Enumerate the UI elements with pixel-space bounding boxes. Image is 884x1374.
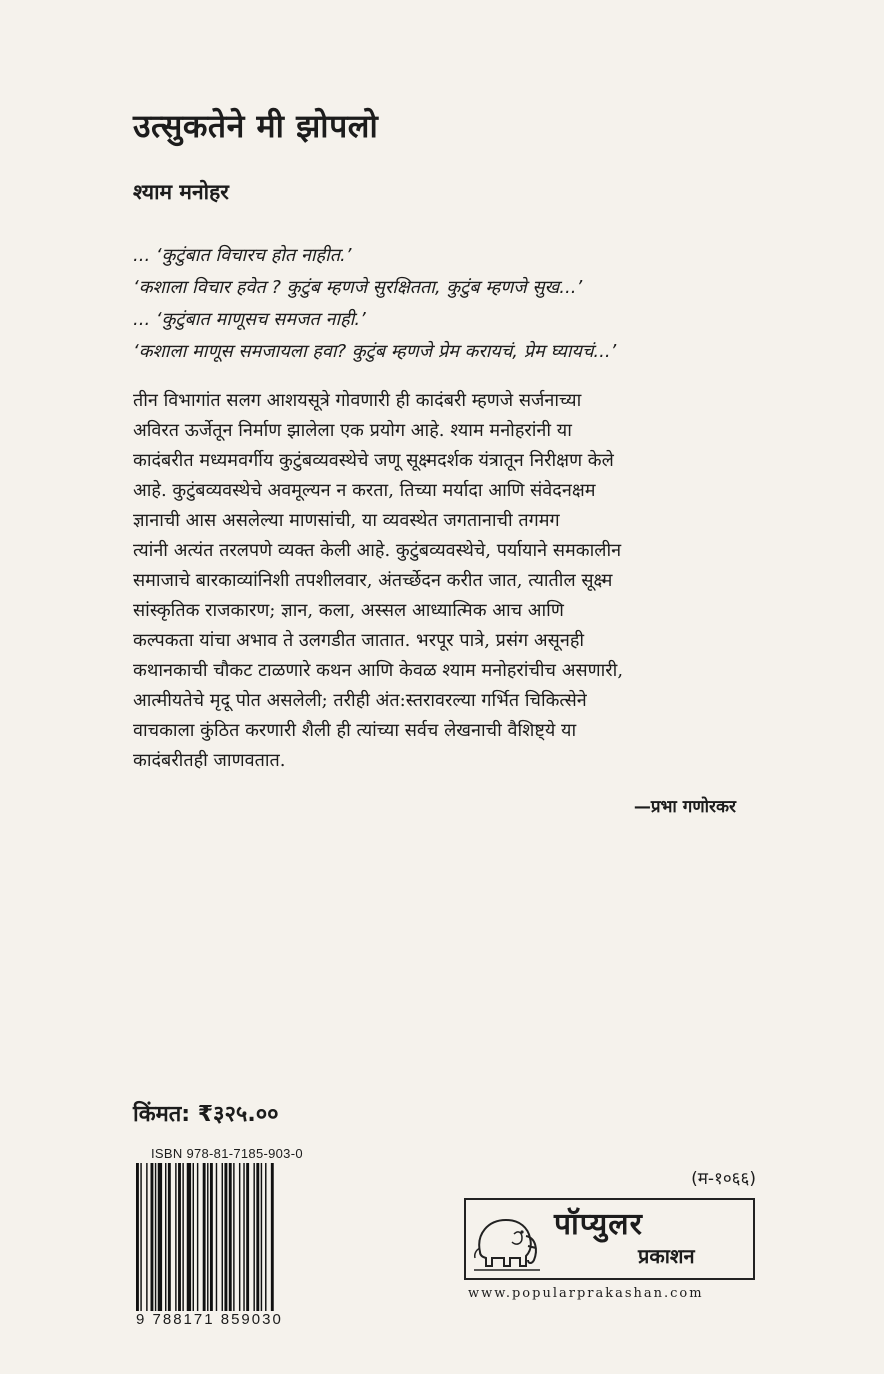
quote-block [133,240,773,368]
publisher-website[interactable]: www.popularprakashan.com [468,1286,704,1301]
elephant-icon [466,1200,546,1278]
publisher-sub: प्रकाशन [638,1244,695,1268]
blurb-line: कादंबरीत मध्यमवर्गीय कुटुंबव्यवस्थेचे जणू सूक्ष्मदर्शक यंत्रातून निरीक्षण केले [133,450,614,471]
blurb-line: कथानकाची चौकट टाळणारे कथन आणि केवळ श्याम मनोहरांचीच असणारी, [133,660,624,681]
blurb-line: अविरत ऊर्जेतून निर्माण झालेला एक प्रयोग आहे. श्याम मनोहरांनी या [133,420,572,441]
book-author: श्याम मनोहर [133,180,229,204]
blurb-line: कल्पकता यांचा अभाव ते उलगडीत जातात. भरपूर पात्रे, प्रसंग असूनही [133,630,585,651]
isbn-label: ISBN 978-81-7185-903-0 [151,1146,303,1161]
publisher-logo [464,1198,755,1280]
blurb-line: ज्ञानाची आस असलेल्या माणसांची, या व्यवस्थेत जगतानाची तगमग [133,510,560,531]
reviewer-name: —प्रभा गणोरकर [633,797,736,817]
catalog-code: (म-१०६६) [691,1169,756,1189]
quote-line: ‘कशाला विचार हवेत ? कुटुंब म्हणजे सुरक्षितता, कुटुंब म्हणजे सुख...’ [133,277,583,298]
publisher-name: पॉप्युलर [554,1207,643,1242]
blurb-line: सांस्कृतिक राजकारण; ज्ञान, कला, अस्सल आध्यात्मिक आच आणि [133,600,564,621]
blurb-line: आत्मीयतेचे मृदू पोत असलेली; तरीही अंत:स्तरावरल्या गर्भित चिकित्सेने [133,690,587,711]
quote-line: ‘कशाला माणूस समजायला हवा? कुटुंब म्हणजे प्रेम करायचं, प्रेम घ्यायचं...’ [133,341,617,362]
quote-line: ... ‘कुटुंबात विचारच होत नाहीत.’ [133,245,352,266]
book-title: उत्सुकतेने मी झोपलो [133,107,379,145]
blurb-line: समाजाचे बारकाव्यांनिशी तपशीलवार, अंतर्च्छेदन करीत जात, त्यातील सूक्ष्म [133,570,613,591]
barcode-digits: 9 788171 859030 [136,1311,283,1328]
blurb-line: कादंबरीतही जाणवतात. [133,750,286,771]
blurb-line: आहे. कुटुंबव्यवस्थेचे अवमूल्यन न करता, तिच्या मर्यादा आणि संवेदनक्षम [133,480,596,501]
blurb-paragraph [133,386,773,776]
blurb-line: वाचकाला कुंठित करणारी शैली ही त्यांच्या सर्वच लेखनाची वैशिष्ट्ये या [133,720,577,741]
blurb-line: त्यांनी अत्यंत तरलपणे व्यक्त केली आहे. कुटुंबव्यवस्थेचे, पर्यायाने समकालीन [133,540,622,561]
barcode-icon [134,1163,314,1323]
quote-line: ... ‘कुटुंबात माणूसच समजत नाही.’ [133,309,366,330]
price-label: किंमत: ₹३२५.०० [133,1102,279,1127]
blurb-line: तीन विभागांत सलग आशयसूत्रे गोवणारी ही कादंबरी म्हणजे सर्जनाच्या [133,390,582,411]
